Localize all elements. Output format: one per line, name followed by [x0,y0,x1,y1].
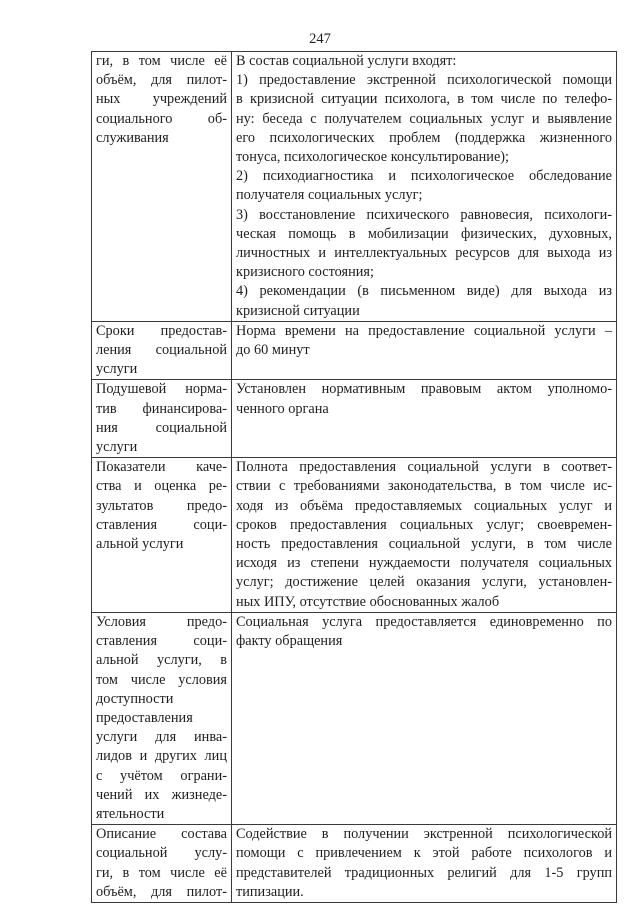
parameter-name-line: социальной услу- [96,845,227,862]
parameter-name-line: услуги [96,439,138,456]
parameter-name-cell [92,612,232,824]
parameter-name-line: доступности [96,690,174,707]
parameter-name-cell [92,825,232,903]
parameter-value-cell [232,825,617,903]
parameter-name-line: ных учреждений [96,91,227,108]
parameter-name-cell [92,458,232,613]
parameter-name-line: лидов и других лиц [96,748,227,765]
parameter-name-line: ставления соци- [96,633,227,650]
parameter-value-line: ну: беседа с получателем социальных услуг и выявление [236,110,612,127]
parameter-name-line: чений их жизнеде- [96,786,227,803]
parameter-name-line: Условия предо- [96,613,227,630]
parameter-name-line: с учётом ограни- [96,767,227,784]
parameter-value-cell [232,52,617,322]
parameter-value-line: Норма времени на предоставление социальной услуги – [236,322,612,339]
parameter-name-line: том числе условия [96,671,227,688]
parameter-value-line: 1) предоставление экстренной психологической помощи [236,72,612,89]
table-row [92,612,617,824]
parameter-name-line: услуги для инва- [96,729,227,746]
parameter-name-line: ставления соци- [96,516,227,533]
table-row [92,825,617,903]
table-row [92,52,617,322]
parameter-value-line: услуг; достижение целей оказания услуги, установлен- [236,574,612,591]
table-row [92,380,617,458]
parameter-name-line: ления социальной [96,342,227,359]
parameter-name-line: тив финансирова- [96,400,227,417]
parameter-value-line: Полнота предоставления социальной услуги в соответ- [236,459,612,476]
parameter-name-line: ства и оценка ре- [96,478,227,495]
parameter-name-line: Сроки предостав- [96,322,227,339]
parameter-name-line: альной услуги, в [96,652,227,669]
parameter-value-line: Социальная услуга предоставляется единовременно по [236,613,612,630]
parameter-value-line: 2) психодиагностика и психологическое обследование [236,168,612,185]
parameter-value-line: типизации. [236,883,304,900]
parameter-value-line: ческая помощь в мобилизации физических, духовных, [236,225,612,242]
parameter-value-line: личностных и интеллектуальных ресурсов для выхода из [236,245,612,262]
parameter-name-line: альной услуги [96,536,184,553]
parameter-name-line: ги, в том числе её [96,53,227,69]
parameter-value-cell [232,612,617,824]
parameter-value-line: в кризисной ситуации психолога, в том числе по телефо- [236,91,612,108]
parameter-value-line: ченного органа [236,400,329,417]
parameter-value-line: помощи с привлечением к этой работе психологов и [236,845,612,862]
parameter-name-line: Описание состава [96,826,227,843]
service-table-body [92,52,617,903]
parameter-name-line: ги, в том числе её [96,864,227,881]
parameter-value-line: факту обращения [236,633,343,650]
parameter-name-line: служивания [96,129,169,146]
parameter-name-line: Подушевой норма- [96,381,227,398]
service-table [91,51,617,903]
parameter-value-line: кризисной ситуации [236,302,360,319]
parameter-value-line: представителей традиционных религий для 1-5 групп [236,864,612,881]
parameter-value-line: до 60 минут [236,342,310,359]
parameter-value-line: ствии с требованиями законодательства, в том числе ис- [236,478,612,495]
parameter-value-line: ходя из объёма предоставляемых социальных услуг и [236,497,612,514]
parameter-value-line: его психологических проблем (поддержка жизненного [236,129,612,146]
parameter-value-line: В состав социальной услуги входят: [236,53,457,69]
parameter-name-cell [92,380,232,458]
parameter-value-line: Установлен нормативным правовым актом уполномо- [236,381,612,398]
parameter-name-line: зультатов предо- [96,497,227,514]
parameter-value-line: ность предоставления социальной услуги, в том числе [236,536,612,553]
parameter-value-cell [232,380,617,458]
parameter-name-line: социального об- [96,110,227,127]
parameter-value-line: кризисного состояния; [236,264,374,281]
parameter-name-line: предоставления [96,709,193,726]
parameter-value-line: Содействие в получении экстренной психологической [236,826,612,843]
parameter-value-line: сроков предоставления социальных услуг; своевремен- [236,516,612,533]
parameter-value-line: 3) восстановление психического равновесия, психологи- [236,206,612,223]
table-row [92,458,617,613]
parameter-value-line: получателя социальных услуг; [236,187,423,204]
parameter-name-line: объём, для пилот- [96,883,227,900]
parameter-value-line: 4) рекомендации (в письменном виде) для выхода из [236,283,612,300]
parameter-value-line: исходя из степени нуждаемости получателя социальных [236,555,612,572]
parameter-value-line: тонуса, психологическое консультирование); [236,149,510,166]
parameter-name-cell [92,52,232,322]
parameter-name-line: ятельности [96,805,165,822]
page-number: 247 [309,31,331,47]
parameter-value-cell [232,321,617,380]
parameter-name-cell [92,321,232,380]
parameter-name-line: объём, для пилот- [96,72,227,89]
parameter-name-line: услуги [96,361,138,378]
table-row [92,321,617,380]
parameter-name-line: ния социальной [96,419,227,436]
parameter-name-line: Показатели каче- [96,459,227,476]
parameter-value-line: ных ИПУ, отсутствие обоснованных жалоб [236,593,500,610]
parameter-value-cell [232,458,617,613]
